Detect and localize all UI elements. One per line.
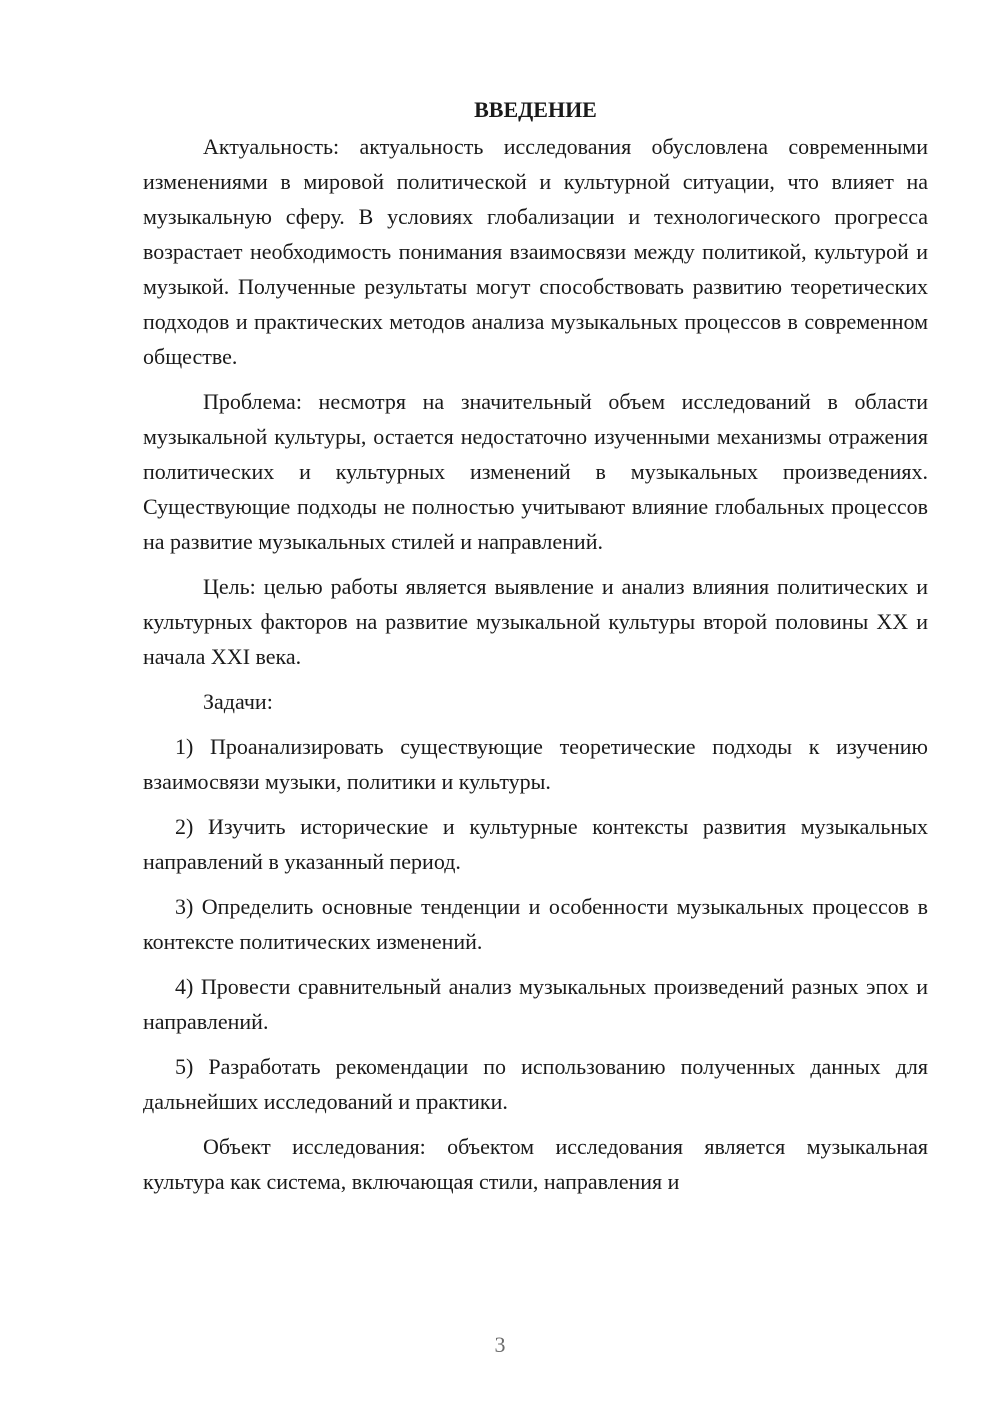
tasks-heading: Задачи:: [203, 689, 273, 714]
object-paragraph: Объект исследования: объектом исследования является музыкальная культура как система, включающая стили, направления и: [143, 1134, 928, 1194]
task-item: 3) Определить основные тенденции и особенности музыкальных процессов в контексте политических изменений.: [143, 894, 928, 954]
section-title: ВВЕДЕНИЕ: [474, 97, 597, 122]
task-item: 5) Разработать рекомендации по использованию полученных данных для дальнейших исследований и практики.: [143, 1054, 928, 1114]
task-item: 2) Изучить исторические и культурные контексты развития музыкальных направлений в указанный период.: [143, 814, 928, 874]
task-item: 1) Проанализировать существующие теоретические подходы к изучению взаимосвязи музыки, политики и культуры.: [143, 734, 928, 794]
relevance-paragraph: Актуальность: актуальность исследования обусловлена современными изменениями в мировой политической и культурной ситуации, что влияет на музыкальную сферу. В условиях глобализации и технологического прогресса возрастает необходимость понимания взаимосвязи между политикой, культурой и музыкой. Полученные результаты могут способствовать развитию теоретических подходов и практических методов анализа музыкальных процессов в современном обществе.: [143, 134, 928, 369]
page-content: [143, 92, 928, 1209]
task-item: 4) Провести сравнительный анализ музыкальных произведений разных эпох и направлений.: [143, 974, 928, 1034]
page-number: 3: [494, 1332, 506, 1357]
goal-paragraph: Цель: целью работы является выявление и анализ влияния политических и культурных факторов на развитие музыкальной культуры второй половины XX и начала XXI века.: [143, 574, 928, 669]
problem-paragraph: Проблема: несмотря на значительный объем исследований в области музыкальной культуры, остается недостаточно изученными механизмы отражения политических и культурных изменений в музыкальных произведениях. Существующие подходы не полностью учитывают влияние глобальных процессов на развитие музыкальных стилей и направлений.: [143, 389, 928, 554]
